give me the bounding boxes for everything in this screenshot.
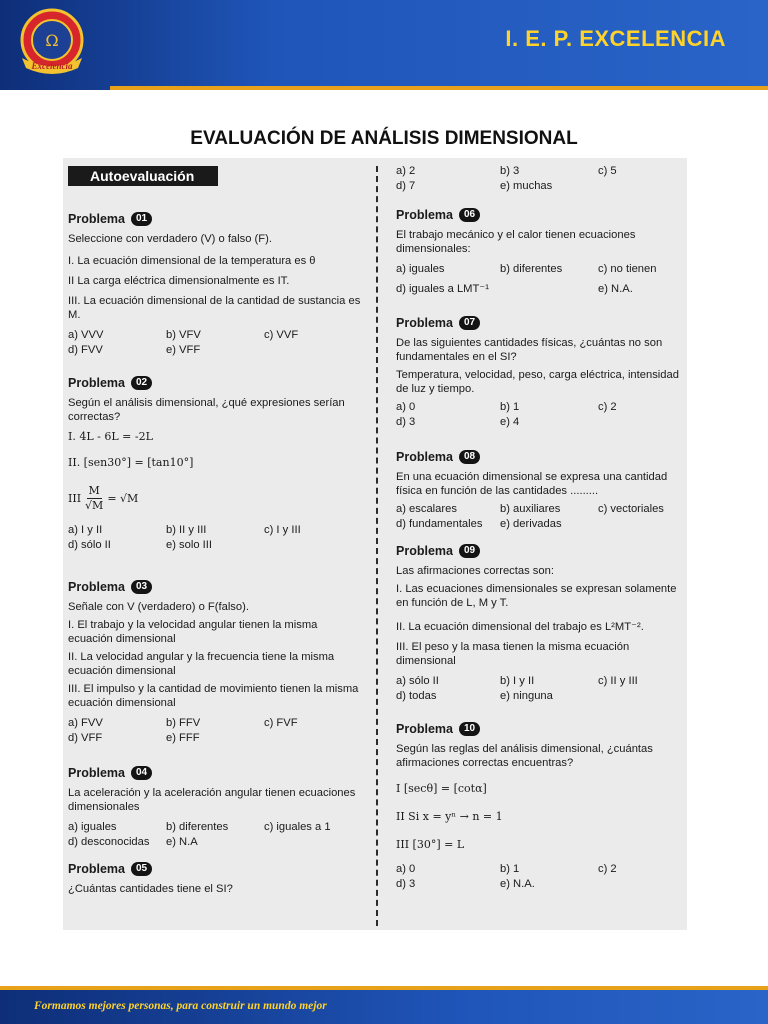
- option-c: c) VVF: [264, 329, 299, 341]
- problem-label: Problema: [68, 580, 125, 594]
- option-b: b) diferentes: [500, 263, 563, 275]
- question-text: Señale con V (verdadero) o F(falso).: [68, 601, 249, 613]
- autoevaluacion-banner: Autoevaluación: [68, 166, 218, 186]
- problem-label: Problema: [396, 722, 453, 736]
- option-e: e) muchas: [500, 180, 553, 192]
- option-b: b) FFV: [166, 717, 201, 729]
- statement-i: I. El trabajo y la velocidad angular tienen la misma ecuación dimensional: [68, 619, 318, 645]
- statement-ii: II Si x = yⁿ → n = 1: [396, 810, 503, 823]
- option-b: b) diferentes: [166, 821, 229, 833]
- statement-ii: II La carga eléctrica dimensionalmente es IT.: [68, 275, 290, 287]
- problem-number: 07: [459, 316, 480, 330]
- option-e: e) N.A.: [598, 283, 633, 295]
- option-d: d) VFF: [68, 732, 103, 744]
- header-stripe: [110, 86, 768, 90]
- problem-08: [396, 450, 686, 531]
- option-c: c) iguales a 1: [264, 821, 331, 833]
- option-d: d) todas: [396, 690, 437, 702]
- option-d: d) desconocidas: [68, 836, 150, 848]
- problem-number: 08: [459, 450, 480, 464]
- statement-iii: III. La ecuación dimensional de la cantidad de sustancia es M.: [68, 295, 361, 321]
- statement-i: I [secθ] = [cotα]: [396, 782, 487, 795]
- statement-iii: [68, 484, 364, 513]
- option-c: c) 2: [598, 863, 617, 875]
- problem-number: 10: [459, 722, 480, 736]
- option-d: d) FVV: [68, 344, 103, 356]
- statement-iii: III [30°] = L: [396, 838, 465, 851]
- question-text: Las afirmaciones correctas son:: [396, 565, 554, 577]
- problem-04: [68, 766, 364, 849]
- school-logo-icon: [18, 6, 86, 84]
- option-c: c) vectoriales: [598, 503, 664, 515]
- footer-motto: Formamos mejores personas, para construir un mundo mejor: [34, 1000, 327, 1012]
- problem-number: 06: [459, 208, 480, 222]
- quantities-list: Temperatura, velocidad, peso, carga eléctrica, intensidad de luz y tiempo.: [396, 369, 679, 395]
- problem-number: 04: [131, 766, 152, 780]
- problem-09: [396, 544, 686, 703]
- question-text: En una ecuación dimensional se expresa una cantidad física en función de las cantidades .........: [396, 471, 668, 497]
- svg-text:Ω: Ω: [45, 31, 59, 50]
- fraction: [85, 484, 103, 513]
- question-text: ¿Cuántas cantidades tiene el SI?: [68, 883, 233, 895]
- logo-label: Excelencia: [31, 61, 73, 71]
- problem-number: 09: [459, 544, 480, 558]
- option-e: e) derivadas: [500, 518, 562, 530]
- question-text: Según las reglas del análisis dimensional, ¿cuántas afirmaciones correctas encuentras?: [396, 743, 653, 769]
- option-b: b) 1: [500, 863, 520, 875]
- problem-10: [396, 722, 686, 891]
- statement-iii-label: III: [68, 491, 82, 505]
- school-name: I. E. P. EXCELENCIA: [505, 26, 726, 51]
- option-c: c) FVF: [264, 717, 298, 729]
- problem-02: [68, 376, 364, 552]
- page-header: [0, 0, 768, 90]
- column-divider: [376, 166, 378, 926]
- option-d: d) iguales a LMT⁻¹: [396, 283, 489, 295]
- option-b: b) I y II: [500, 675, 535, 687]
- option-a: a) iguales: [396, 263, 445, 275]
- problem-01: [68, 212, 364, 357]
- problem-05: [68, 862, 364, 896]
- page-footer: [0, 990, 768, 1024]
- problem-label: Problema: [68, 212, 125, 226]
- option-e: e) N.A: [166, 836, 198, 848]
- problem-label: Problema: [68, 766, 125, 780]
- page-title: EVALUACIÓN DE ANÁLISIS DIMENSIONAL: [190, 128, 578, 149]
- option-a: a) VVV: [68, 329, 104, 341]
- option-e: e) VFF: [166, 344, 201, 356]
- option-a: a) iguales: [68, 821, 117, 833]
- option-a: a) FVV: [68, 717, 103, 729]
- option-b: b) 3: [500, 165, 520, 177]
- option-b: b) 1: [500, 401, 520, 413]
- statement-i: I. Las ecuaciones dimensionales se expresan solamente en función de L, M y T.: [396, 583, 677, 609]
- fraction-rhs: = √M: [107, 491, 139, 505]
- problem-number: 05: [131, 862, 152, 876]
- question-text: La aceleración y la aceleración angular tienen ecuaciones dimensionales: [68, 787, 356, 813]
- option-d: d) 3: [396, 416, 416, 428]
- problem-label: Problema: [396, 208, 453, 222]
- option-d: d) fundamentales: [396, 518, 483, 530]
- problem-07: [396, 316, 686, 429]
- fraction-denominator: √M: [85, 499, 104, 512]
- option-c: c) I y III: [264, 524, 301, 536]
- question-text: El trabajo mecánico y el calor tienen ecuaciones dimensionales:: [396, 229, 636, 255]
- option-d: d) sólo II: [68, 539, 111, 551]
- option-c: c) II y III: [598, 675, 638, 687]
- option-c: c) no tienen: [598, 263, 657, 275]
- problem-number: 02: [131, 376, 152, 390]
- option-c: c) 2: [598, 401, 617, 413]
- statement-ii: II. La ecuación dimensional del trabajo es L²MT⁻².: [396, 621, 644, 633]
- statement-i: I. La ecuación dimensional de la temperatura es θ: [68, 255, 316, 267]
- problem-label: Problema: [396, 450, 453, 464]
- problem-label: Problema: [396, 544, 453, 558]
- option-b: b) VFV: [166, 329, 201, 341]
- problem-label: Problema: [68, 862, 125, 876]
- option-e: e) FFF: [166, 732, 200, 744]
- statement-ii: II. La velocidad angular y la frecuencia tiene la misma ecuación dimensional: [68, 651, 335, 677]
- statement-iii: III. El impulso y la cantidad de movimiento tienen la misma ecuación dimensional: [68, 683, 359, 709]
- problem-06: [396, 208, 686, 296]
- problem-03: [68, 580, 364, 745]
- option-a: a) 0: [396, 401, 416, 413]
- problem-05-options: [396, 164, 686, 193]
- option-b: b) II y III: [166, 524, 207, 536]
- option-d: d) 7: [396, 180, 416, 192]
- problem-number: 01: [131, 212, 152, 226]
- statement-ii: II. [sen30°] = [tan10°]: [68, 456, 194, 469]
- question-text: Seleccione con verdadero (V) o falso (F).: [68, 233, 272, 245]
- option-e: e) ninguna: [500, 690, 553, 702]
- option-a: a) escalares: [396, 503, 457, 515]
- option-b: b) auxiliares: [500, 503, 561, 515]
- option-a: a) 0: [396, 863, 416, 875]
- problem-number: 03: [131, 580, 152, 594]
- fraction-numerator: M: [88, 484, 100, 497]
- option-c: c) 5: [598, 165, 617, 177]
- question-text: Según el análisis dimensional, ¿qué expresiones serían correctas?: [68, 397, 345, 423]
- question-text: De las siguientes cantidades físicas, ¿cuántas no son fundamentales en el SI?: [396, 337, 663, 363]
- problem-label: Problema: [68, 376, 125, 390]
- option-e: e) 4: [500, 416, 520, 428]
- option-e: e) solo III: [166, 539, 213, 551]
- option-a: a) sólo II: [396, 675, 439, 687]
- option-a: a) I y II: [68, 524, 103, 536]
- option-d: d) 3: [396, 878, 416, 890]
- problem-label: Problema: [396, 316, 453, 330]
- footer-stripe: [0, 986, 768, 990]
- statement-iii: III. El peso y la masa tienen la misma ecuación dimensional: [396, 641, 630, 667]
- option-e: e) N.A.: [500, 878, 535, 890]
- statement-i: I. 4L - 6L = -2L: [68, 430, 153, 443]
- option-a: a) 2: [396, 165, 416, 177]
